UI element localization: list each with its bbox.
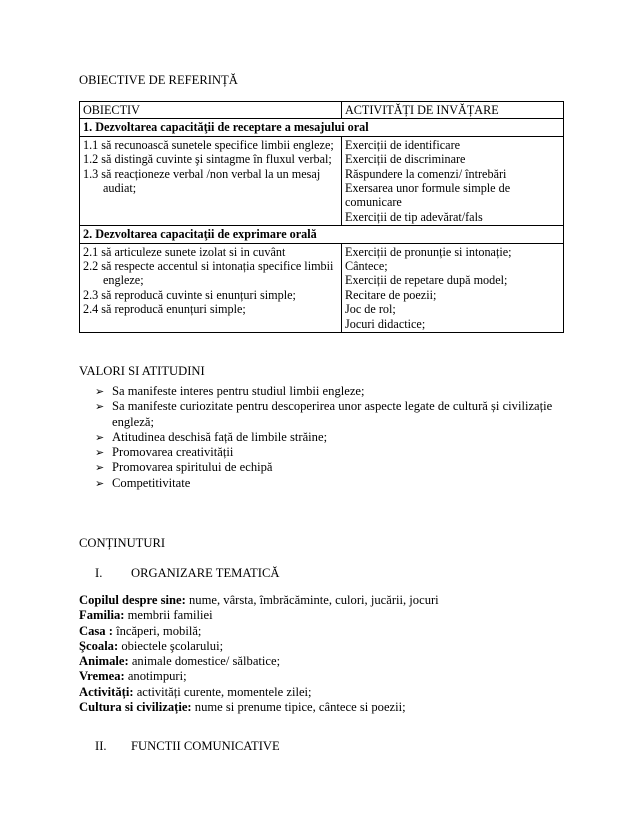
activity-item: Recitare de poezii; [345, 287, 437, 302]
objective-item: 2.4 să reproducă enunțuri simple; [83, 302, 246, 317]
objective-item: 1.3 să reacționeze verbal /non verbal la un mesaj audiat; [83, 166, 321, 196]
theme-text: obiectele şcolarului; [118, 638, 224, 653]
theme-line [79, 654, 439, 669]
theme-line [79, 639, 439, 654]
activity-item: Exerciții de tip adevărat/fals [345, 209, 483, 224]
header-objectiv: OBIECTIV [80, 102, 342, 119]
theme-text: animale domestice/ sălbatice; [128, 654, 281, 669]
list-item [95, 399, 565, 430]
theme-label: Vremea: [79, 669, 125, 684]
values-list [95, 384, 565, 491]
activity-item: Joc de rol; [345, 302, 396, 317]
value-text: Atitudinea deschisă față de limbile străine; [112, 429, 328, 444]
value-text: Sa manifeste curiozitate pentru descoperirea unor aspecte legate de cultură și civilizație engleză; [112, 399, 553, 429]
value-text: Promovarea creativității [112, 445, 234, 460]
objective-item: 1.2 să distingă cuvinte şi sintagme în fluxul verbal; [83, 152, 332, 167]
theme-label: Şcoala: [79, 638, 119, 653]
heading-obiective: OBIECTIVE DE REFERINȚĂ [79, 73, 238, 87]
activities-cell-1 [342, 136, 564, 225]
list-item [95, 476, 565, 491]
activity-item: Exersarea unor formule simple de comunicare [345, 181, 511, 210]
themes-list [79, 593, 439, 715]
activity-item: Răspundere la comenzi/ întrebări [345, 166, 507, 181]
theme-text: anotimpuri; [124, 669, 187, 684]
objectives-cell-1 [80, 136, 342, 225]
theme-label: Activități: [79, 684, 134, 699]
section-title: FUNCTII COMUNICATIVE [131, 739, 280, 753]
theme-text: încăperi, mobilă; [112, 623, 202, 638]
objectives-cell-2 [80, 243, 342, 332]
objective-item: 2.1 să articuleze sunete izolat si in cuvânt [83, 244, 286, 259]
arrow-bullet-icon: ➢ [95, 430, 105, 444]
section-numeral: II. [95, 739, 107, 753]
theme-label: Familia: [79, 608, 125, 623]
table-row [80, 243, 564, 332]
theme-text: membrii familiei [124, 608, 213, 623]
objectives-table [79, 101, 564, 333]
table-header-row [80, 102, 564, 119]
activity-item: Exerciții de pronunție si intonație; [345, 244, 512, 259]
theme-text: nume si prenume tipice, cântece si poezii; [191, 700, 406, 715]
objective-item: 1.1 să recunoască sunetele specifice limbii engleze; [83, 137, 334, 152]
theme-line [79, 685, 439, 700]
section-title-1: 1. Dezvoltarea capacităţii de receptare a mesajului oral [80, 119, 564, 136]
theme-text: activități curente, momentele zilei; [133, 684, 312, 699]
objective-item: 2.2 să respecte accentul si intonația specifice limbii engleze; [83, 259, 334, 288]
activity-item: Exerciții de repetare după model; [345, 273, 508, 288]
theme-label: Cultura si civilizație: [79, 700, 192, 715]
section-heading-1 [95, 566, 102, 581]
arrow-bullet-icon: ➢ [95, 446, 105, 460]
section-title: ORGANIZARE TEMATICĂ [131, 566, 280, 580]
theme-text: nume, vârsta, îmbrăcăminte, culori, jucării, jocuri [185, 593, 439, 607]
section-heading-2 [95, 739, 107, 754]
objective-item: 2.3 să reproducă cuvinte si enunțuri simple; [83, 287, 296, 302]
theme-label: Copilul despre sine: [79, 593, 186, 607]
list-item [95, 430, 565, 445]
section-numeral: I. [95, 566, 103, 580]
arrow-bullet-icon: ➢ [95, 400, 105, 414]
activity-item: Exerciții de discriminare [345, 152, 466, 167]
arrow-bullet-icon: ➢ [95, 476, 105, 490]
theme-label: Casa : [79, 623, 113, 638]
theme-line [79, 593, 439, 608]
value-text: Sa manifeste interes pentru studiul limbii engleze; [112, 384, 365, 398]
section-row-2 [80, 226, 564, 243]
theme-label: Animale: [79, 654, 129, 669]
heading-valori: VALORI SI ATITUDINI [79, 364, 205, 378]
list-item [95, 445, 565, 460]
list-item [95, 460, 565, 475]
table-row [80, 136, 564, 225]
header-activitati: ACTIVITĂȚI DE INVĂȚARE [342, 102, 564, 119]
activity-item: Exerciții de identificare [345, 137, 461, 152]
theme-line [79, 608, 439, 623]
activity-item: Jocuri didactice; [345, 316, 426, 331]
theme-line [79, 700, 439, 715]
activity-item: Cântece; [345, 259, 388, 274]
theme-line [79, 624, 439, 639]
theme-line [79, 669, 439, 684]
value-text: Competitivitate [112, 475, 191, 490]
value-text: Promovarea spiritului de echipă [112, 460, 273, 475]
section-title-2: 2. Dezvoltarea capacitaţii de exprimare orală [80, 226, 564, 243]
list-item [95, 384, 565, 399]
arrow-bullet-icon: ➢ [95, 461, 105, 475]
arrow-bullet-icon: ➢ [95, 385, 105, 398]
heading-continuturi: CONȚINUTURI [79, 536, 166, 550]
activities-cell-2 [342, 243, 564, 332]
section-row-1 [80, 119, 564, 136]
